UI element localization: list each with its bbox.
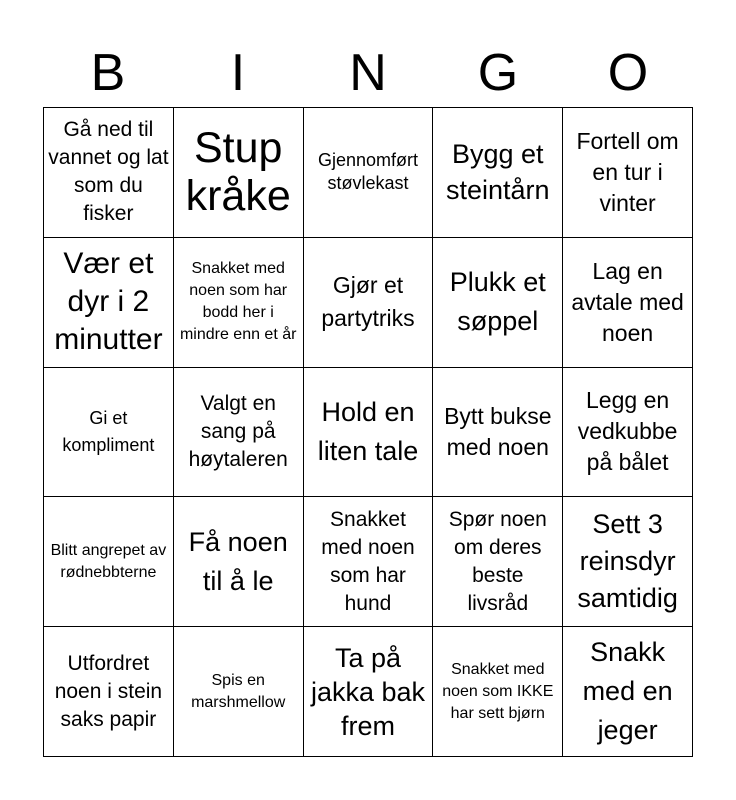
bingo-cell-r1c1[interactable] <box>44 108 174 238</box>
bingo-cell-r5c5[interactable] <box>563 627 693 757</box>
bingo-cell-r3c1[interactable] <box>44 368 174 498</box>
cell-text: Gjør et partytriks <box>321 272 415 332</box>
cell-text: Ta på jakka bak frem <box>310 642 426 741</box>
cell-text: Snakk med en jeger <box>582 637 673 746</box>
bingo-cell-r5c3[interactable] <box>304 627 434 757</box>
bingo-cell-r5c2[interactable] <box>174 627 304 757</box>
cell-text: Snakket med noen som har bodd her i mindre enn et år <box>179 260 297 344</box>
cell-text: Bygg et steintårn <box>446 139 550 206</box>
cell-text: Legg en vedkubbe på bålet <box>577 387 678 476</box>
bingo-cell-r3c5[interactable] <box>563 368 693 498</box>
cell-text: Få noen til å le <box>188 526 288 596</box>
cell-text: Snakket med noen som IKKE har sett bjørn <box>442 660 554 722</box>
cell-text: Lag en avtale med noen <box>571 257 684 346</box>
cell-text: Sett 3 reinsdyr samtidig <box>577 509 678 614</box>
bingo-cell-r1c2[interactable] <box>174 108 304 238</box>
cell-text: Hold en liten tale <box>317 396 419 466</box>
bingo-cell-r4c3[interactable] <box>304 497 434 627</box>
cell-text: Stup kråke <box>185 124 291 221</box>
bingo-cell-r4c5[interactable] <box>563 497 693 627</box>
cell-text: Valgt en sang på høytaleren <box>188 391 288 471</box>
bingo-cell-r4c2[interactable] <box>174 497 304 627</box>
cell-text: Blitt angrepet av rødnebbterne <box>50 541 167 581</box>
bingo-cell-r3c2[interactable] <box>174 368 304 498</box>
bingo-cell-r2c4[interactable] <box>433 238 563 368</box>
cell-text: Fortell om en tur i vinter <box>576 127 679 216</box>
header-letter-o: O <box>607 44 649 102</box>
cell-text: Vær et dyr i 2 minutter <box>54 247 163 357</box>
header-letter-i: I <box>230 44 246 102</box>
bingo-cell-r1c4[interactable] <box>433 108 563 238</box>
cell-text: Utfordret noen i stein saks papir <box>54 651 163 731</box>
cell-text: Gå ned til vannet og lat som du fisker <box>48 118 169 226</box>
bingo-cell-r2c5[interactable] <box>563 238 693 368</box>
bingo-cell-r2c3[interactable] <box>304 238 434 368</box>
bingo-cell-r3c3[interactable] <box>304 368 434 498</box>
bingo-cell-r5c4[interactable] <box>433 627 563 757</box>
bingo-cell-r3c4[interactable] <box>433 368 563 498</box>
cell-text: Snakket med noen som har hund <box>321 507 415 615</box>
bingo-cell-r4c1[interactable] <box>44 497 174 627</box>
bingo-cell-r2c1[interactable] <box>44 238 174 368</box>
cell-text: Spør noen om deres beste livsråd <box>448 507 547 615</box>
bingo-grid <box>43 107 693 757</box>
cell-text: Bytt bukse med noen <box>444 402 552 460</box>
bingo-cell-r1c3[interactable] <box>304 108 434 238</box>
bingo-cell-r4c4[interactable] <box>433 497 563 627</box>
header-letter-g: G <box>477 44 519 102</box>
bingo-header <box>43 38 693 108</box>
cell-text: Spis en marshmellow <box>191 671 286 711</box>
bingo-cell-r2c2[interactable] <box>174 238 304 368</box>
bingo-cell-r5c1[interactable] <box>44 627 174 757</box>
header-letter-b: B <box>90 44 126 102</box>
header-letter-n: N <box>349 44 387 102</box>
cell-text: Gi et kompliment <box>62 407 155 455</box>
cell-text: Plukk et søppel <box>449 267 546 337</box>
bingo-cell-r1c5[interactable] <box>563 108 693 238</box>
cell-text: Gjennomført støvlekast <box>317 150 418 194</box>
